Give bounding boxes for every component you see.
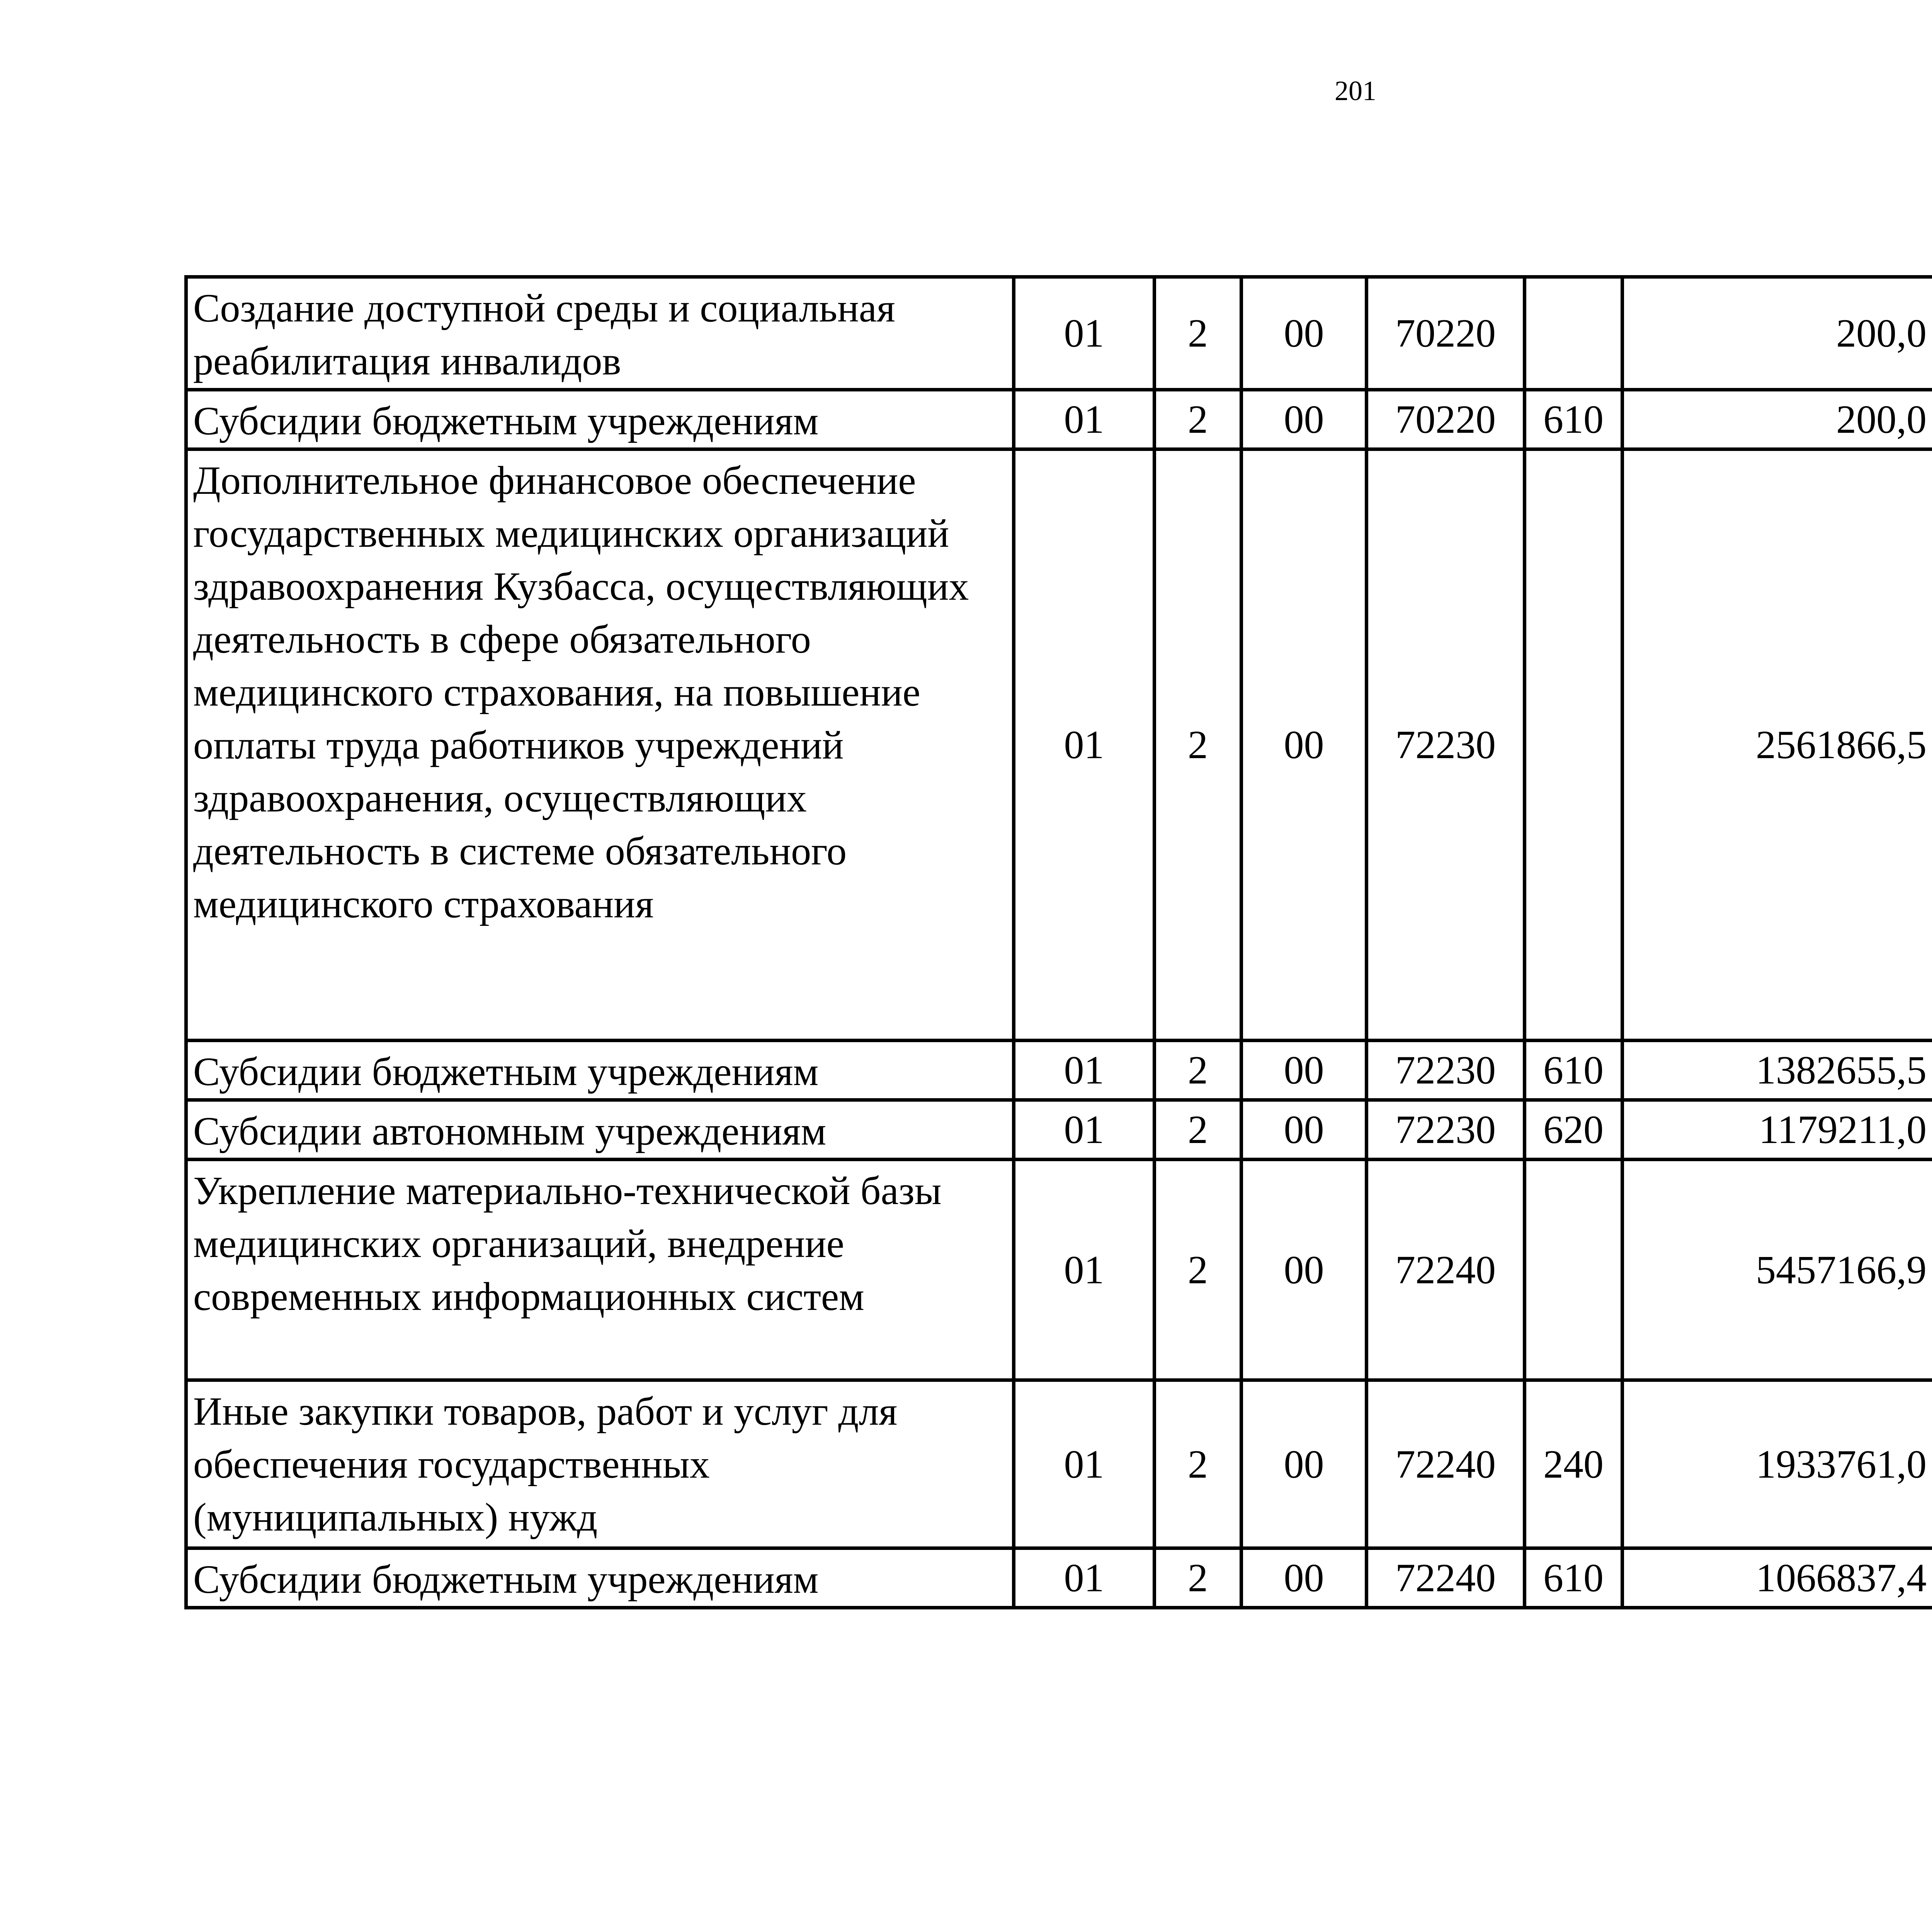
amount-cell: 1933761,0 xyxy=(1622,1380,1932,1548)
code-cell: 00 xyxy=(1242,1548,1367,1608)
code-cell: 01 xyxy=(1014,1160,1155,1380)
code-cell: 70220 xyxy=(1367,277,1525,390)
code-cell: 01 xyxy=(1014,449,1155,1041)
row-description: Укрепление материально-технической базы медицинских организаций, внедрение современных информационных систем xyxy=(186,1160,1014,1380)
code-cell: 2 xyxy=(1155,1041,1242,1100)
expense-type-cell xyxy=(1525,449,1622,1041)
row-description: Субсидии бюджетным учреждениям xyxy=(186,390,1014,449)
amount-cell: 200,0 xyxy=(1622,277,1932,390)
code-cell: 70220 xyxy=(1367,390,1525,449)
code-cell: 2 xyxy=(1155,1160,1242,1380)
amount-cell: 1179211,0 xyxy=(1622,1100,1932,1160)
code-cell: 00 xyxy=(1242,1041,1367,1100)
amount-cell: 2561866,5 xyxy=(1622,449,1932,1041)
code-cell: 00 xyxy=(1242,1100,1367,1160)
code-cell: 2 xyxy=(1155,1548,1242,1608)
code-cell: 2 xyxy=(1155,1380,1242,1548)
code-cell: 72240 xyxy=(1367,1380,1525,1548)
budget-table xyxy=(184,275,1932,1609)
row-description: Субсидии бюджетным учреждениям xyxy=(186,1041,1014,1100)
code-cell: 00 xyxy=(1242,390,1367,449)
table-row xyxy=(186,390,1932,449)
amount-cell: 1066837,4 xyxy=(1622,1548,1932,1608)
code-cell: 72230 xyxy=(1367,1100,1525,1160)
amount-cell: 1382655,5 xyxy=(1622,1041,1932,1100)
code-cell: 2 xyxy=(1155,277,1242,390)
expense-type-cell: 610 xyxy=(1525,1548,1622,1608)
code-cell: 01 xyxy=(1014,277,1155,390)
row-description: Иные закупки товаров, работ и услуг для обеспечения государственных (муниципальных) нужд xyxy=(186,1380,1014,1548)
table-row xyxy=(186,1100,1932,1160)
code-cell: 72240 xyxy=(1367,1548,1525,1608)
table-row xyxy=(186,449,1932,1041)
code-cell: 01 xyxy=(1014,1380,1155,1548)
amount-cell: 5457166,9 xyxy=(1622,1160,1932,1380)
code-cell: 01 xyxy=(1014,1041,1155,1100)
code-cell: 72240 xyxy=(1367,1160,1525,1380)
table-row xyxy=(186,1380,1932,1548)
page-number: 201 xyxy=(1335,75,1376,106)
code-cell: 72230 xyxy=(1367,449,1525,1041)
code-cell: 00 xyxy=(1242,449,1367,1041)
code-cell: 2 xyxy=(1155,449,1242,1041)
table-row xyxy=(186,1160,1932,1380)
code-cell: 2 xyxy=(1155,390,1242,449)
expense-type-cell: 620 xyxy=(1525,1100,1622,1160)
row-description: Дополнительное финансовое обеспечение государственных медицинских организаций здравоохранения Кузбасса, осуществляющих деятельность в сфере обязательного медицинского страхования, на повышение оплаты труда работников учреждений здравоохранения, осуществляющих деятельность в системе обязательного медицинского страхования xyxy=(186,449,1014,1041)
expense-type-cell: 610 xyxy=(1525,390,1622,449)
table-row xyxy=(186,1548,1932,1608)
code-cell: 01 xyxy=(1014,1100,1155,1160)
expense-type-cell xyxy=(1525,277,1622,390)
code-cell: 00 xyxy=(1242,1160,1367,1380)
row-description: Субсидии автономным учреждениям xyxy=(186,1100,1014,1160)
expense-type-cell: 610 xyxy=(1525,1041,1622,1100)
code-cell: 2 xyxy=(1155,1100,1242,1160)
row-description: Создание доступной среды и социальная реабилитация инвалидов xyxy=(186,277,1014,390)
expense-type-cell: 240 xyxy=(1525,1380,1622,1548)
code-cell: 01 xyxy=(1014,1548,1155,1608)
expense-type-cell xyxy=(1525,1160,1622,1380)
code-cell: 00 xyxy=(1242,1380,1367,1548)
code-cell: 72230 xyxy=(1367,1041,1525,1100)
amount-cell: 200,0 xyxy=(1622,390,1932,449)
row-description: Субсидии бюджетным учреждениям xyxy=(186,1548,1014,1608)
table-row xyxy=(186,1041,1932,1100)
code-cell: 00 xyxy=(1242,277,1367,390)
table-row xyxy=(186,277,1932,390)
code-cell: 01 xyxy=(1014,390,1155,449)
